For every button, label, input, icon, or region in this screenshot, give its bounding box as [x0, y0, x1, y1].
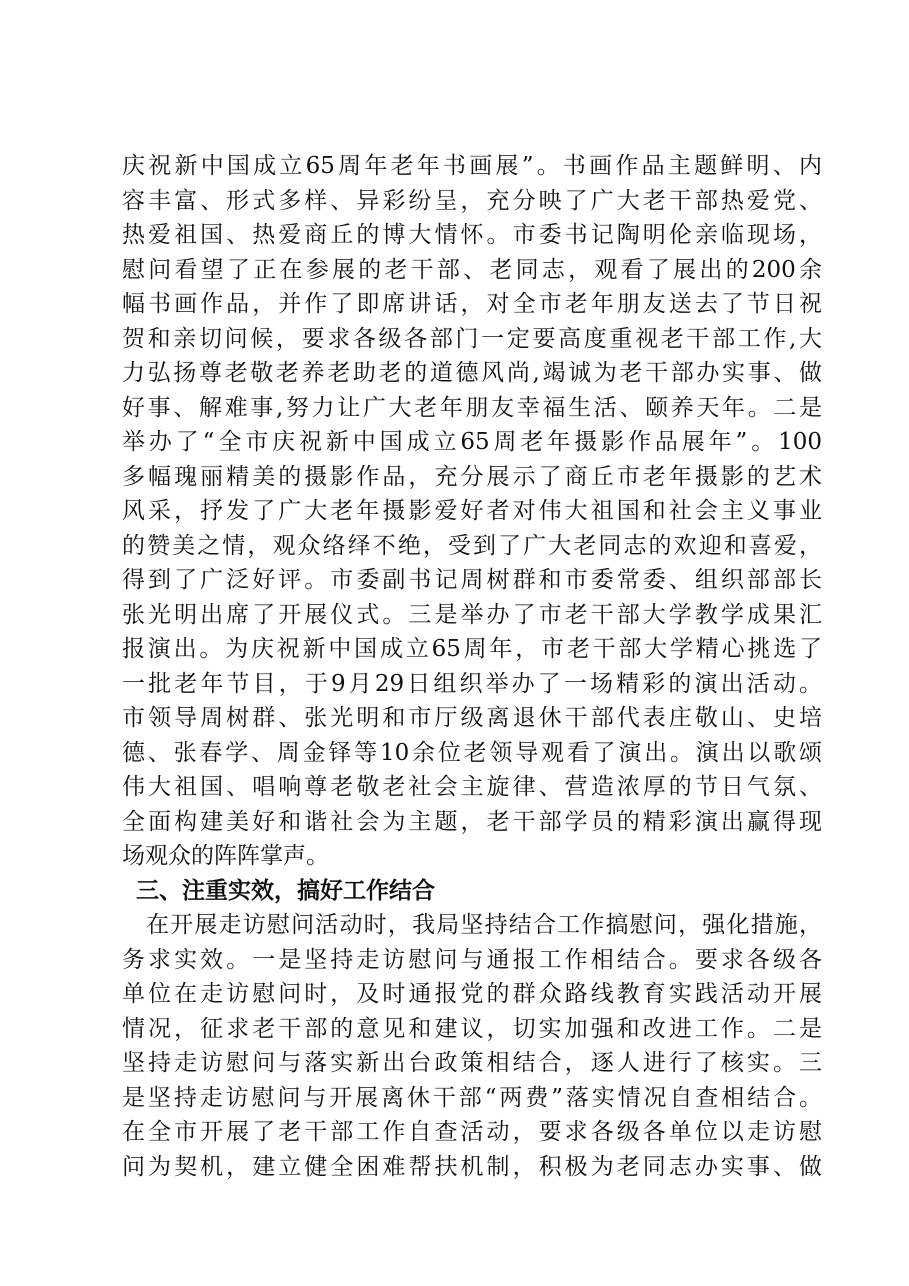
- text-line: 好事、解难事,努力让广大老年朋友幸福生活、颐养天年。二是: [122, 394, 822, 421]
- text-line: 是坚持走访慰问与开展离休干部“两费”落实情况自查相结合。: [122, 1084, 822, 1111]
- text-line: 在全市开展了老干部工作自查活动，要求各级各单位以走访慰: [122, 1119, 822, 1145]
- text-line: 容丰富、形式多样、异彩纷呈，充分映了广大老干部热爱党、: [122, 187, 822, 214]
- text-line: 伟大祖国、唱响尊老敬老社会主旋律、营造浓厚的节日气氛、: [122, 774, 822, 800]
- text-line: 全面构建美好和谐社会为主题，老干部学员的精彩演出赢得现: [122, 808, 822, 835]
- text-line: 务求实效。一是坚持走访慰问与通报工作相结合。要求各级各: [122, 946, 822, 973]
- text-line: 情况，征求老干部的意见和建议，切实加强和改进工作。二是: [122, 1015, 822, 1042]
- body-text: [122, 149, 822, 1184]
- text-line: 力弘扬尊老敬老养老助老的道德风尚,竭诚为老干部办实事、做: [122, 360, 822, 386]
- text-line: 一批老年节目，于9月29日组织举办了一场精彩的演出活动。: [122, 670, 822, 697]
- text-line: 问为契机，建立健全困难帮扶机制，积极为老同志办实事、做: [122, 1153, 822, 1180]
- text-line: 场观众的阵阵掌声。: [122, 843, 329, 869]
- text-line: 报演出。为庆祝新中国成立65周年，市老干部大学精心挑选了: [122, 636, 822, 662]
- text-line: 贺和亲切问候，要求各级各部门一定要高度重视老干部工作,大: [122, 325, 822, 352]
- text-line: 坚持走访慰问与落实新出台政策相结合，逐人进行了核实。三: [122, 1050, 822, 1076]
- text-line: 庆祝新中国成立65周年老年书画展”。书画作品主题鲜明、内: [122, 153, 822, 179]
- text-line: 德、张春学、周金铎等10余位老领导观看了演出。演出以歌颂: [122, 739, 822, 766]
- text-line: 市领导周树群、张光明和市厅级离退休干部代表庄敬山、史培: [122, 705, 822, 731]
- text-line: 幅书画作品，并作了即席讲话，对全市老年朋友送去了节日祝: [122, 291, 822, 317]
- text-line: 热爱祖国、热爱商丘的博大情怀。市委书记陶明伦亲临现场，: [122, 222, 822, 248]
- text-line: 单位在走访慰问时，及时通报党的群众路线教育实践活动开展: [122, 981, 822, 1007]
- text-line: 慰问看望了正在参展的老干部、老同志，观看了展出的200余: [122, 256, 822, 283]
- text-line: 得到了广泛好评。市委副书记周树群和市委常委、组织部部长: [122, 567, 822, 593]
- text-line: 多幅瑰丽精美的摄影作品，充分展示了商丘市老年摄影的艺术: [122, 463, 822, 490]
- text-line: 的赞美之情，观众络绎不绝，受到了广大老同志的欢迎和喜爱，: [122, 532, 822, 559]
- text-line: 张光明出席了开展仪式。三是举办了市老干部大学教学成果汇: [122, 601, 822, 628]
- text-line: 举办了“全市庆祝新中国成立65周老年摄影作品展年”。100: [122, 429, 822, 455]
- text-line: 在开展走访慰问活动时，我局坚持结合工作搞慰问，强化措施，: [146, 912, 822, 938]
- text-line: 风采，抒发了广大老年摄影爱好者对伟大祖国和社会主义事业: [122, 498, 822, 524]
- section-heading: 三、注重实效，搞好工作结合: [136, 877, 435, 904]
